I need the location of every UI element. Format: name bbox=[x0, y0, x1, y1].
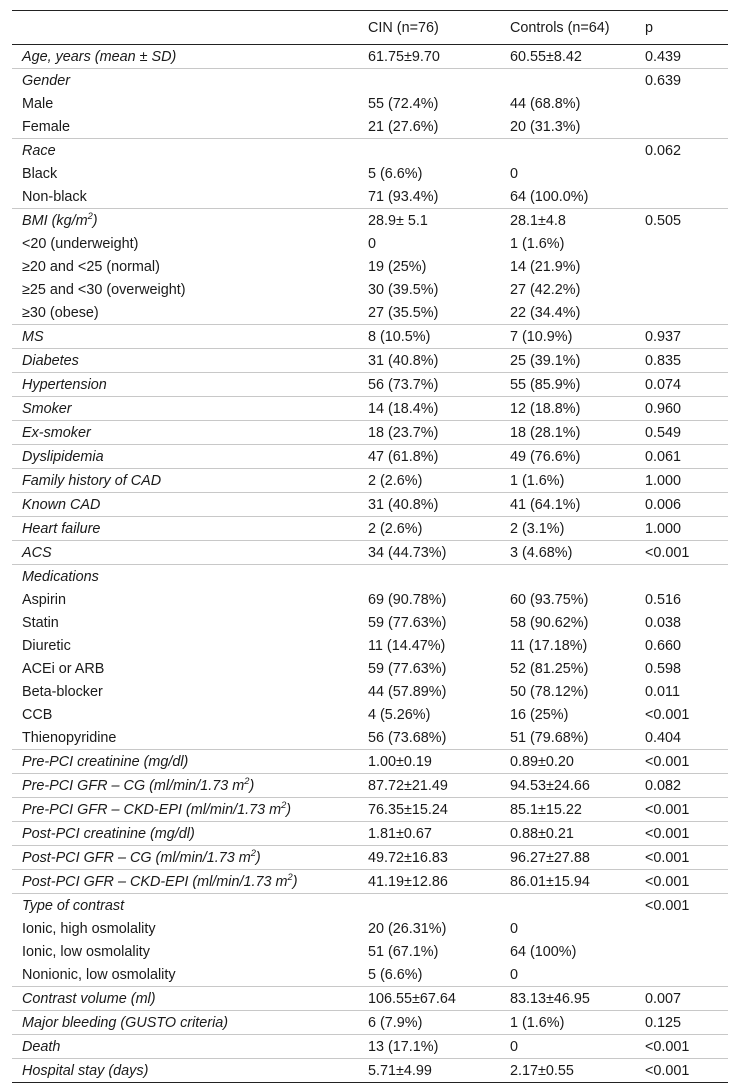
table-row bbox=[12, 115, 728, 139]
cin-value: 30 (39.5%) bbox=[368, 281, 439, 298]
row-label bbox=[12, 185, 368, 209]
row-label bbox=[12, 139, 368, 163]
p-value: <0.001 bbox=[645, 706, 690, 723]
table-row bbox=[12, 894, 728, 918]
table-row bbox=[12, 209, 728, 233]
controls-value: 2.17±0.55 bbox=[510, 1059, 645, 1083]
row-label-text: Contrast volume (ml) bbox=[22, 990, 156, 1007]
controls-value: 0 bbox=[510, 966, 519, 983]
row-label-superscript: 2 bbox=[87, 210, 93, 221]
row-label-text: Family history of CAD bbox=[22, 472, 162, 489]
table-row bbox=[12, 565, 728, 589]
row-label bbox=[12, 846, 368, 870]
cin-value: 71 (93.4%) bbox=[368, 188, 439, 205]
row-label-text: Post-PCI GFR – CG (ml/min/1.73 m bbox=[22, 849, 251, 866]
controls-value: 94.53±24.66 bbox=[510, 774, 645, 798]
header-controls: Controls (n=64) bbox=[510, 11, 645, 45]
row-label bbox=[12, 209, 368, 233]
p-value: 0.011 bbox=[645, 683, 680, 700]
row-label-text: Hospital stay (days) bbox=[22, 1062, 149, 1079]
p-value: 0.062 bbox=[645, 139, 728, 163]
table-row bbox=[12, 69, 728, 93]
row-label bbox=[12, 963, 368, 987]
table-row bbox=[12, 798, 728, 822]
cin-value: 4 (5.26%) bbox=[368, 706, 431, 723]
header-cin: CIN (n=76) bbox=[368, 11, 510, 45]
table-row bbox=[12, 139, 728, 163]
controls-value: 1 (1.6%) bbox=[510, 235, 565, 252]
table-row bbox=[12, 917, 728, 940]
row-label bbox=[12, 1011, 368, 1035]
cin-value: 51 (67.1%) bbox=[368, 943, 439, 960]
p-value bbox=[645, 162, 728, 185]
row-label-text: ≥20 and <25 (normal) bbox=[22, 258, 160, 275]
table-row bbox=[12, 517, 728, 541]
cin-value: 59 (77.63%) bbox=[368, 660, 447, 677]
row-label bbox=[12, 894, 368, 918]
p-value bbox=[645, 115, 728, 139]
row-label bbox=[12, 774, 368, 798]
row-label bbox=[12, 92, 368, 115]
controls-value: 83.13±46.95 bbox=[510, 987, 645, 1011]
table-row bbox=[12, 963, 728, 987]
row-label-text: Medications bbox=[22, 568, 99, 585]
table-row bbox=[12, 846, 728, 870]
p-value: 0.516 bbox=[645, 591, 682, 608]
row-label bbox=[12, 565, 368, 589]
table-row bbox=[12, 940, 728, 963]
row-label-text: Smoker bbox=[22, 400, 72, 417]
controls-value: 0 bbox=[510, 1035, 645, 1059]
row-label-text: Nonionic, low osmolality bbox=[22, 966, 176, 983]
p-value: 0.835 bbox=[645, 349, 728, 373]
controls-value: 60 (93.75%) bbox=[510, 591, 589, 608]
header-row bbox=[12, 11, 728, 45]
row-label-text: Dyslipidemia bbox=[22, 448, 104, 465]
cin-value bbox=[368, 139, 510, 163]
row-label-text: Female bbox=[22, 118, 70, 135]
table-row bbox=[12, 680, 728, 703]
controls-value bbox=[510, 69, 645, 93]
p-value: 0.074 bbox=[645, 373, 728, 397]
cin-value: 56 (73.68%) bbox=[368, 729, 447, 746]
header-p: p bbox=[645, 11, 728, 45]
table-row bbox=[12, 397, 728, 421]
controls-value: 49 (76.6%) bbox=[510, 445, 645, 469]
row-label bbox=[12, 634, 368, 657]
cin-value: 59 (77.63%) bbox=[368, 614, 447, 631]
row-label-suffix: ) bbox=[249, 777, 255, 794]
row-label bbox=[12, 45, 368, 69]
table-row bbox=[12, 45, 728, 69]
controls-value: 52 (81.25%) bbox=[510, 660, 589, 677]
p-value bbox=[645, 917, 728, 940]
row-label-text: ≥25 and <30 (overweight) bbox=[22, 281, 186, 298]
controls-value: 85.1±15.22 bbox=[510, 798, 645, 822]
p-value bbox=[645, 92, 728, 115]
p-value bbox=[645, 301, 728, 325]
cin-value: 41.19±12.86 bbox=[368, 870, 510, 894]
cin-value: 87.72±21.49 bbox=[368, 774, 510, 798]
controls-value: 50 (78.12%) bbox=[510, 683, 589, 700]
controls-value: 51 (79.68%) bbox=[510, 729, 589, 746]
row-label-text: Known CAD bbox=[22, 496, 101, 513]
table-row bbox=[12, 92, 728, 115]
p-value: 0.439 bbox=[645, 48, 682, 65]
table-row bbox=[12, 1011, 728, 1035]
row-label-superscript: 2 bbox=[287, 871, 293, 882]
cin-value: 18 (23.7%) bbox=[368, 421, 510, 445]
row-label-suffix: ) bbox=[286, 801, 292, 818]
row-label-text: Diuretic bbox=[22, 637, 71, 654]
p-value: <0.001 bbox=[645, 870, 728, 894]
row-label-text: CCB bbox=[22, 706, 53, 723]
table-row bbox=[12, 703, 728, 726]
controls-value: 55 (85.9%) bbox=[510, 373, 645, 397]
p-value bbox=[645, 565, 728, 589]
controls-value: 86.01±15.94 bbox=[510, 870, 645, 894]
controls-value bbox=[510, 139, 645, 163]
p-value bbox=[645, 232, 728, 255]
p-value: 0.937 bbox=[645, 325, 728, 349]
cin-value: 5.71±4.99 bbox=[368, 1059, 510, 1083]
controls-value: 16 (25%) bbox=[510, 706, 569, 723]
row-label-text: Diabetes bbox=[22, 352, 79, 369]
cin-value: 56 (73.7%) bbox=[368, 373, 510, 397]
row-label bbox=[12, 469, 368, 493]
p-value: <0.001 bbox=[645, 798, 728, 822]
cin-value: 1.81±0.67 bbox=[368, 822, 510, 846]
p-value: 0.598 bbox=[645, 660, 682, 677]
row-label-text: Post-PCI creatinine (mg/dl) bbox=[22, 825, 195, 842]
controls-value: 58 (90.62%) bbox=[510, 614, 589, 631]
table-row bbox=[12, 373, 728, 397]
row-label-text: Non-black bbox=[22, 188, 87, 205]
p-value: <0.001 bbox=[645, 894, 728, 918]
controls-value: 0 bbox=[510, 165, 519, 182]
table-row bbox=[12, 493, 728, 517]
cin-value: 2 (2.6%) bbox=[368, 517, 510, 541]
row-label bbox=[12, 325, 368, 349]
table-row bbox=[12, 255, 728, 278]
cin-value: 61.75±9.70 bbox=[368, 48, 440, 65]
cin-value: 47 (61.8%) bbox=[368, 445, 510, 469]
controls-value: 44 (68.8%) bbox=[510, 95, 581, 112]
row-label-text: Statin bbox=[22, 614, 59, 631]
p-value: 1.000 bbox=[645, 469, 728, 493]
cin-value: 28.9± 5.1 bbox=[368, 209, 510, 233]
p-value bbox=[645, 940, 728, 963]
p-value: 0.125 bbox=[645, 1011, 728, 1035]
row-label-superscript: 2 bbox=[281, 799, 287, 810]
p-value: <0.001 bbox=[645, 541, 728, 565]
cin-value: 13 (17.1%) bbox=[368, 1035, 510, 1059]
controls-value: 28.1±4.8 bbox=[510, 209, 645, 233]
controls-value: 0 bbox=[510, 920, 519, 937]
p-value: 0.404 bbox=[645, 729, 682, 746]
row-label-text: Male bbox=[22, 95, 54, 112]
table-row bbox=[12, 726, 728, 750]
table-row bbox=[12, 278, 728, 301]
row-label-suffix: ) bbox=[92, 212, 98, 229]
row-label bbox=[12, 301, 368, 325]
row-label bbox=[12, 1059, 368, 1083]
row-label-text: Pre-PCI creatinine (mg/dl) bbox=[22, 753, 189, 770]
row-label-text: Aspirin bbox=[22, 591, 66, 608]
row-label bbox=[12, 115, 368, 139]
p-value: 0.007 bbox=[645, 987, 728, 1011]
p-value: 0.006 bbox=[645, 493, 728, 517]
row-label-text: Type of contrast bbox=[22, 897, 125, 914]
row-label-text: MS bbox=[22, 328, 44, 345]
table-row bbox=[12, 774, 728, 798]
row-label bbox=[12, 703, 368, 726]
p-value: <0.001 bbox=[645, 846, 728, 870]
p-value bbox=[645, 963, 728, 987]
row-label bbox=[12, 657, 368, 680]
table-row bbox=[12, 1035, 728, 1059]
table-row bbox=[12, 301, 728, 325]
row-label-text: Ex-smoker bbox=[22, 424, 91, 441]
row-label-text: Thienopyridine bbox=[22, 729, 117, 746]
row-label bbox=[12, 750, 368, 774]
row-label-text: Heart failure bbox=[22, 520, 101, 537]
table-row bbox=[12, 611, 728, 634]
row-label bbox=[12, 822, 368, 846]
controls-value: 96.27±27.88 bbox=[510, 846, 645, 870]
row-label-text: ACS bbox=[22, 544, 52, 561]
p-value: 0.960 bbox=[645, 397, 728, 421]
table-row bbox=[12, 987, 728, 1011]
table-row bbox=[12, 588, 728, 611]
table-body bbox=[12, 11, 728, 1083]
controls-value bbox=[510, 565, 645, 589]
p-value: <0.001 bbox=[645, 1035, 728, 1059]
controls-value: 18 (28.1%) bbox=[510, 421, 645, 445]
table-row bbox=[12, 541, 728, 565]
p-value: <0.001 bbox=[645, 750, 728, 774]
row-label bbox=[12, 373, 368, 397]
table-row bbox=[12, 349, 728, 373]
cin-value: 20 (26.31%) bbox=[368, 920, 447, 937]
row-label-text: Ionic, low osmolality bbox=[22, 943, 150, 960]
row-label-text: ≥30 (obese) bbox=[22, 304, 99, 321]
row-label bbox=[12, 69, 368, 93]
controls-value: 64 (100.0%) bbox=[510, 188, 589, 205]
cin-value: 27 (35.5%) bbox=[368, 304, 439, 321]
row-label-text: ACEi or ARB bbox=[22, 660, 105, 677]
cin-value bbox=[368, 69, 510, 93]
p-value: 0.660 bbox=[645, 637, 682, 654]
row-label-text: Pre-PCI GFR – CKD-EPI (ml/min/1.73 m bbox=[22, 801, 282, 818]
cin-value: 34 (44.73%) bbox=[368, 541, 510, 565]
cin-value: 44 (57.89%) bbox=[368, 683, 447, 700]
controls-value: 25 (39.1%) bbox=[510, 349, 645, 373]
cin-value bbox=[368, 565, 510, 589]
row-label-text: Hypertension bbox=[22, 376, 107, 393]
row-label bbox=[12, 278, 368, 301]
controls-value: 27 (42.2%) bbox=[510, 281, 581, 298]
table-row bbox=[12, 1059, 728, 1083]
row-label bbox=[12, 680, 368, 703]
table-row bbox=[12, 185, 728, 209]
cin-value: 14 (18.4%) bbox=[368, 397, 510, 421]
table-row bbox=[12, 325, 728, 349]
controls-value bbox=[510, 894, 645, 918]
cin-value: 2 (2.6%) bbox=[368, 469, 510, 493]
controls-value: 20 (31.3%) bbox=[510, 118, 581, 135]
controls-value: 2 (3.1%) bbox=[510, 517, 645, 541]
row-label bbox=[12, 517, 368, 541]
table-row bbox=[12, 421, 728, 445]
table-row bbox=[12, 232, 728, 255]
row-label bbox=[12, 1035, 368, 1059]
comparison-table bbox=[12, 10, 728, 1083]
controls-value: 0.89±0.20 bbox=[510, 750, 645, 774]
row-label-text: Death bbox=[22, 1038, 61, 1055]
cin-value: 31 (40.8%) bbox=[368, 349, 510, 373]
row-label bbox=[12, 870, 368, 894]
p-value: 0.639 bbox=[645, 69, 728, 93]
row-label bbox=[12, 421, 368, 445]
table-row bbox=[12, 162, 728, 185]
row-label-superscript: 2 bbox=[244, 775, 250, 786]
cin-value: 8 (10.5%) bbox=[368, 325, 510, 349]
cin-value: 106.55±67.64 bbox=[368, 987, 510, 1011]
table-row bbox=[12, 822, 728, 846]
p-value: 0.505 bbox=[645, 209, 728, 233]
p-value bbox=[645, 255, 728, 278]
row-label bbox=[12, 588, 368, 611]
table-row bbox=[12, 870, 728, 894]
table-row bbox=[12, 657, 728, 680]
table-row bbox=[12, 634, 728, 657]
row-label bbox=[12, 611, 368, 634]
table-row bbox=[12, 750, 728, 774]
row-label-text: <20 (underweight) bbox=[22, 235, 139, 252]
p-value: <0.001 bbox=[645, 1059, 728, 1083]
row-label-suffix: ) bbox=[292, 873, 298, 890]
p-value: 0.061 bbox=[645, 445, 728, 469]
row-label bbox=[12, 541, 368, 565]
row-label bbox=[12, 940, 368, 963]
row-label-text: Race bbox=[22, 142, 56, 159]
row-label-superscript: 2 bbox=[250, 847, 256, 858]
controls-value: 1 (1.6%) bbox=[510, 1011, 645, 1035]
row-label-text: Gender bbox=[22, 72, 70, 89]
row-label bbox=[12, 232, 368, 255]
controls-value: 0.88±0.21 bbox=[510, 822, 645, 846]
cin-value: 6 (7.9%) bbox=[368, 1011, 510, 1035]
cin-value: 1.00±0.19 bbox=[368, 750, 510, 774]
controls-value: 22 (34.4%) bbox=[510, 304, 581, 321]
table-row bbox=[12, 445, 728, 469]
p-value: <0.001 bbox=[645, 822, 728, 846]
row-label bbox=[12, 987, 368, 1011]
row-label-text: Ionic, high osmolality bbox=[22, 920, 156, 937]
cin-value: 0 bbox=[368, 235, 377, 252]
row-label bbox=[12, 397, 368, 421]
cin-value: 5 (6.6%) bbox=[368, 966, 423, 983]
p-value: 1.000 bbox=[645, 517, 728, 541]
controls-value: 64 (100%) bbox=[510, 943, 577, 960]
controls-value: 3 (4.68%) bbox=[510, 541, 645, 565]
cin-value: 55 (72.4%) bbox=[368, 95, 439, 112]
row-label-text: BMI (kg/m bbox=[22, 212, 88, 229]
row-label bbox=[12, 493, 368, 517]
row-label bbox=[12, 726, 368, 750]
row-label bbox=[12, 349, 368, 373]
row-label bbox=[12, 255, 368, 278]
controls-value: 41 (64.1%) bbox=[510, 493, 645, 517]
p-value bbox=[645, 278, 728, 301]
controls-value: 12 (18.8%) bbox=[510, 397, 645, 421]
cin-value: 76.35±15.24 bbox=[368, 798, 510, 822]
row-label-suffix: ) bbox=[255, 849, 261, 866]
controls-value: 7 (10.9%) bbox=[510, 325, 645, 349]
row-label-text: Beta-blocker bbox=[22, 683, 103, 700]
p-value: 0.549 bbox=[645, 421, 728, 445]
row-label bbox=[12, 798, 368, 822]
cin-value: 21 (27.6%) bbox=[368, 118, 439, 135]
cin-value: 49.72±16.83 bbox=[368, 846, 510, 870]
cin-value: 31 (40.8%) bbox=[368, 493, 510, 517]
p-value: 0.038 bbox=[645, 614, 682, 631]
row-label-text: Post-PCI GFR – CKD-EPI (ml/min/1.73 m bbox=[22, 873, 288, 890]
controls-value: 60.55±8.42 bbox=[510, 48, 582, 65]
row-label-text: Major bleeding (GUSTO criteria) bbox=[22, 1014, 229, 1031]
row-label bbox=[12, 445, 368, 469]
cin-value: 5 (6.6%) bbox=[368, 165, 423, 182]
table-row bbox=[12, 469, 728, 493]
cin-value: 19 (25%) bbox=[368, 258, 427, 275]
header-label bbox=[12, 11, 368, 45]
row-label-text: Black bbox=[22, 165, 58, 182]
row-label-text: Pre-PCI GFR – CG (ml/min/1.73 m bbox=[22, 777, 245, 794]
cin-value: 69 (90.78%) bbox=[368, 591, 447, 608]
p-value: 0.082 bbox=[645, 774, 728, 798]
p-value bbox=[645, 185, 728, 209]
controls-value: 11 (17.18%) bbox=[510, 637, 588, 654]
row-label bbox=[12, 917, 368, 940]
row-label-text: Age, years (mean ± SD) bbox=[22, 48, 177, 65]
row-label bbox=[12, 162, 368, 185]
controls-value: 14 (21.9%) bbox=[510, 258, 581, 275]
controls-value: 1 (1.6%) bbox=[510, 469, 645, 493]
cin-value: 11 (14.47%) bbox=[368, 637, 446, 654]
cin-value bbox=[368, 894, 510, 918]
